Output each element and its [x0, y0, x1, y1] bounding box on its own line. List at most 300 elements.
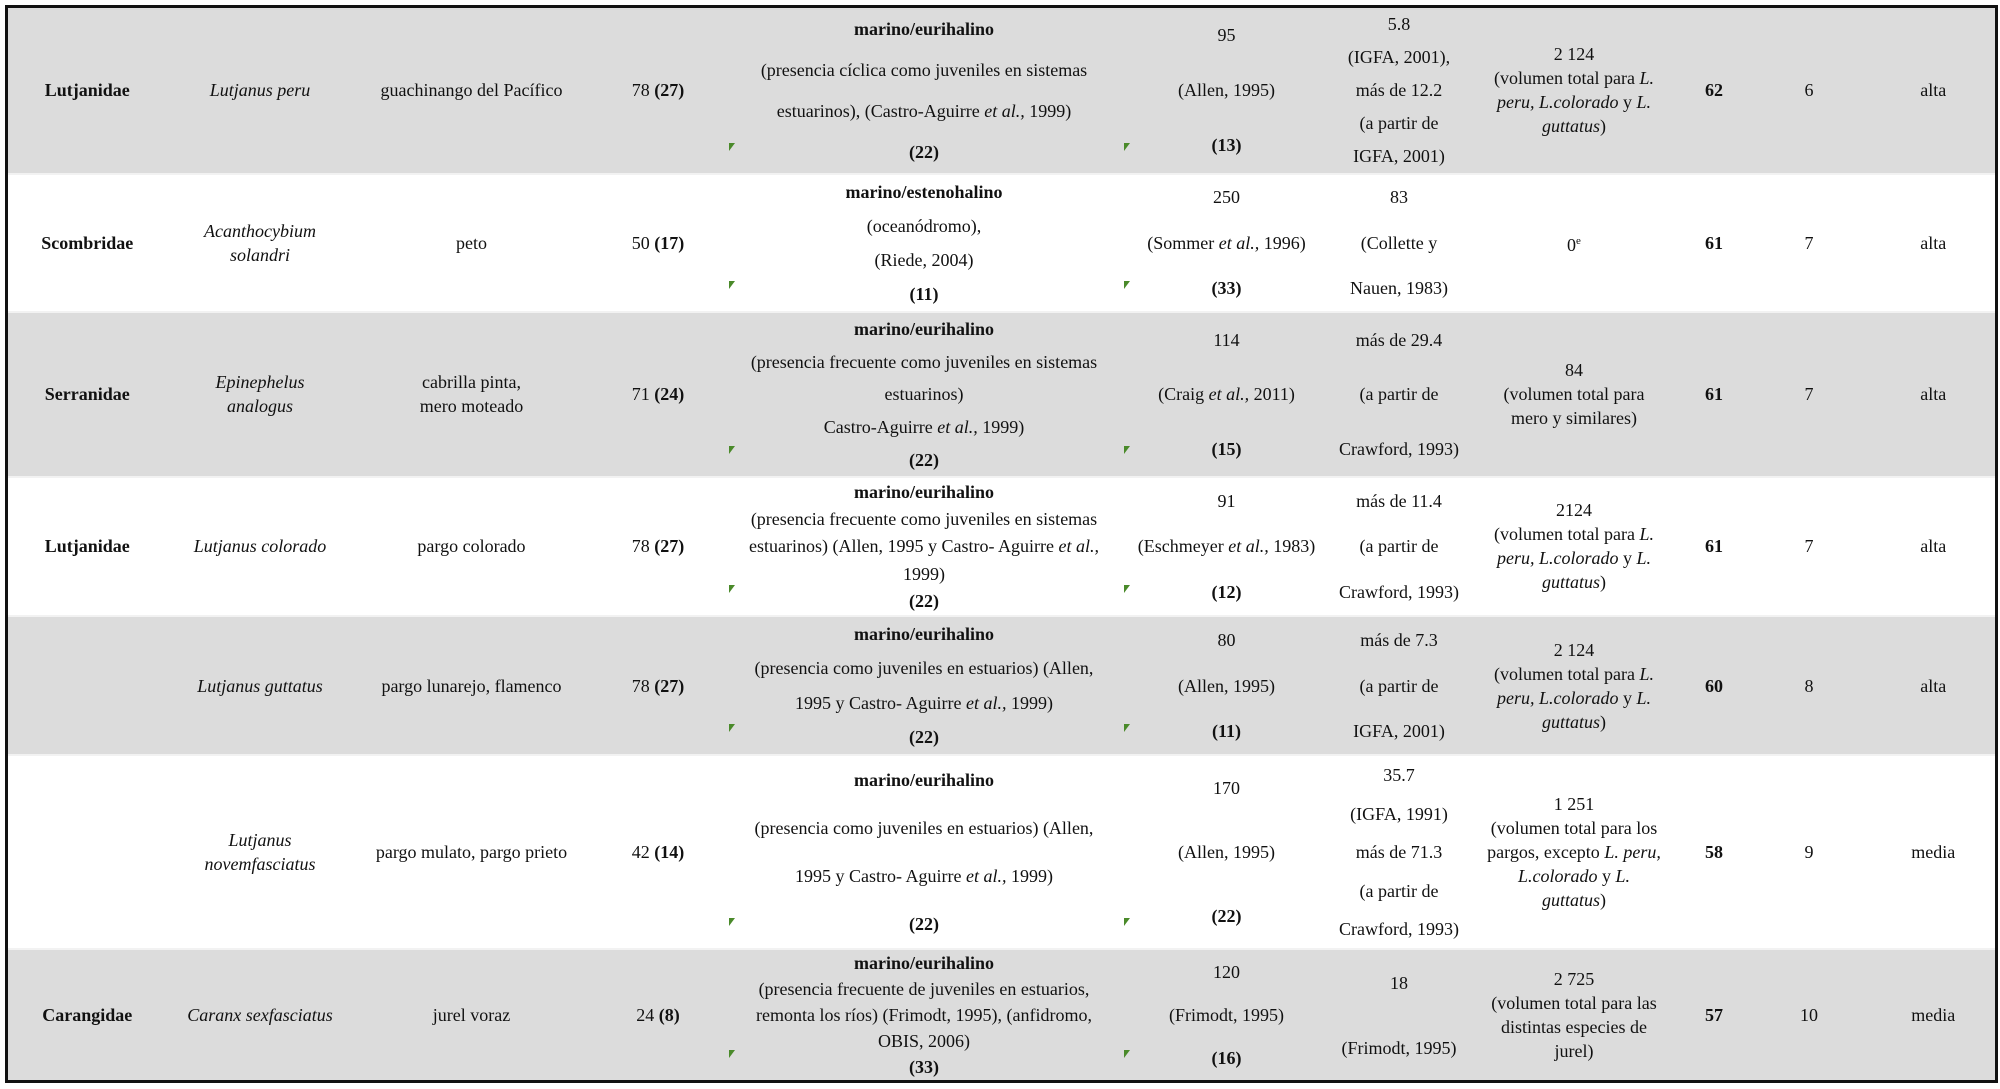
volume-text: L.	[1636, 687, 1651, 708]
length-text: (22)	[1211, 906, 1242, 927]
volume-text: 84	[1565, 360, 1583, 381]
family-line	[8, 534, 167, 558]
volume-text: L. peru,	[1604, 842, 1661, 863]
score-text: 71	[631, 384, 655, 405]
volume-line	[1467, 522, 1682, 546]
volume-text: jurel)	[1554, 1041, 1594, 1062]
habitat-text: 1999)	[903, 563, 945, 584]
family-text: Serranidae	[44, 384, 130, 405]
weight-line	[1332, 231, 1467, 255]
rank-text: 10	[1800, 1005, 1818, 1026]
common-name-text: jurel voraz	[432, 1005, 511, 1026]
length-line	[1122, 489, 1332, 513]
family-line	[8, 78, 167, 102]
volume-line	[1467, 662, 1682, 686]
rank-line	[1747, 231, 1872, 255]
weight-line	[1332, 45, 1467, 69]
length-line	[1122, 719, 1332, 743]
score-line	[590, 674, 727, 698]
green-comment-marker-icon	[729, 143, 735, 151]
habitat-text: (presencia frecuente como juveniles en sistemas	[750, 508, 1098, 529]
length-cell	[1122, 7, 1332, 174]
common-name-line	[354, 231, 590, 255]
habitat-text: estuarinos) (Allen, 1995 y Castro- Aguirre	[749, 536, 1059, 557]
weight-cell	[1332, 7, 1467, 174]
total-text: 61	[1705, 384, 1723, 405]
length-text: (15)	[1211, 438, 1242, 459]
score-line	[590, 534, 727, 558]
volume-text: guttatus	[1541, 116, 1600, 137]
habitat-line	[727, 562, 1122, 586]
total-cell	[1682, 755, 1747, 949]
green-comment-marker-icon	[1124, 585, 1130, 593]
green-comment-marker-icon	[729, 281, 735, 289]
weight-text: más de 29.4	[1355, 329, 1443, 350]
volume-text: (volumen total para las	[1491, 993, 1657, 1014]
weight-line	[1332, 382, 1467, 406]
volume-line	[1467, 991, 1682, 1015]
weight-text: (a partir de	[1359, 880, 1439, 901]
habitat-cell	[727, 174, 1122, 312]
volume-line	[1467, 42, 1682, 66]
length-text: (Allen, 1995)	[1178, 842, 1275, 863]
priority-text: alta	[1920, 232, 1947, 253]
family-cell	[7, 312, 167, 477]
habitat-line	[727, 58, 1122, 82]
species-line	[167, 243, 354, 267]
habitat-cell	[727, 477, 1122, 616]
length-cell	[1122, 949, 1332, 1081]
common-name-text: peto	[456, 232, 487, 253]
rank-text: 7	[1804, 232, 1814, 253]
length-text: et al.,	[1228, 536, 1269, 557]
priority-line	[1872, 1003, 1996, 1027]
common-name-cell	[354, 616, 590, 755]
length-text: 95	[1217, 25, 1236, 46]
rank-cell	[1747, 7, 1872, 174]
weight-line	[1332, 78, 1467, 102]
volume-line	[1467, 406, 1682, 430]
common-name-line	[354, 78, 590, 102]
weight-text: más de 7.3	[1360, 629, 1438, 650]
volume-text: )	[1600, 572, 1606, 593]
score-cell	[590, 174, 727, 312]
habitat-line	[727, 317, 1122, 341]
volume-line	[1467, 864, 1682, 888]
habitat-text: et al.,	[984, 100, 1025, 121]
score-text: 78	[631, 80, 655, 101]
common-name-line	[354, 534, 590, 558]
volume-text: 0	[1567, 234, 1577, 255]
common-name-text: guachinango del Pacífico	[380, 80, 563, 101]
species-cell	[167, 616, 354, 755]
volume-text: (volumen total para	[1503, 384, 1645, 405]
habitat-text: (33)	[909, 1057, 939, 1078]
habitat-line	[727, 589, 1122, 613]
priority-line	[1872, 674, 1996, 698]
length-cell	[1122, 312, 1332, 477]
score-line	[590, 382, 727, 406]
common-name-cell	[354, 477, 590, 616]
habitat-text: marino/eurihalino	[853, 319, 994, 340]
habitat-text: 1995 y Castro- Aguirre	[795, 866, 966, 887]
habitat-text: 1999)	[1006, 692, 1053, 713]
total-cell	[1682, 477, 1747, 616]
total-line	[1682, 1003, 1747, 1027]
volume-text: L.	[1639, 663, 1654, 684]
weight-cell	[1332, 174, 1467, 312]
total-line	[1682, 840, 1747, 864]
length-text: 91	[1217, 490, 1236, 511]
volume-text: guttatus	[1541, 890, 1600, 911]
weight-text: Crawford, 1993)	[1339, 919, 1459, 940]
score-text: 78	[631, 536, 655, 557]
weight-line	[1332, 628, 1467, 652]
weight-line	[1332, 111, 1467, 135]
priority-cell	[1872, 312, 1997, 477]
table-row	[7, 755, 1997, 949]
volume-line	[1467, 229, 1682, 257]
volume-text: y	[1597, 866, 1616, 887]
weight-line	[1332, 144, 1467, 168]
score-text: 50	[631, 232, 655, 253]
weight-line	[1332, 763, 1467, 787]
volume-cell	[1467, 755, 1682, 949]
volume-text: peru, L.colorado	[1496, 687, 1619, 708]
family-cell	[7, 755, 167, 949]
volume-text: mero y similares)	[1511, 408, 1637, 429]
habitat-line	[727, 691, 1122, 715]
habitat-line	[727, 1003, 1122, 1027]
green-comment-marker-icon	[1124, 143, 1130, 151]
habitat-line	[727, 951, 1122, 975]
habitat-text: (11)	[909, 283, 939, 304]
length-text: (33)	[1211, 278, 1242, 299]
score-cell	[590, 616, 727, 755]
family-cell	[7, 949, 167, 1081]
habitat-text: 1999)	[1006, 866, 1053, 887]
length-line	[1122, 904, 1332, 928]
volume-text: 2124	[1556, 500, 1592, 521]
priority-cell	[1872, 616, 1997, 755]
weight-line	[1332, 917, 1467, 941]
species-text: solandri	[229, 244, 290, 265]
habitat-text: (presencia como juveniles en estuarios) (Allen,	[754, 818, 1094, 839]
volume-text: pargos, excepto	[1487, 842, 1605, 863]
rank-line	[1747, 78, 1872, 102]
habitat-text: (22)	[909, 726, 939, 747]
weight-text: Nauen, 1983)	[1350, 278, 1448, 299]
score-cell	[590, 312, 727, 477]
length-text: (Allen, 1995)	[1178, 80, 1275, 101]
priority-text: media	[1911, 842, 1956, 863]
weight-text: más de 11.4	[1356, 490, 1442, 511]
habitat-text: marino/eurihalino	[853, 953, 994, 974]
length-text: 250	[1213, 187, 1240, 208]
priority-text: media	[1911, 1005, 1956, 1026]
volume-line	[1467, 967, 1682, 991]
length-line	[1122, 840, 1332, 864]
green-comment-marker-icon	[729, 724, 735, 732]
habitat-text: 1995 y Castro- Aguirre	[795, 692, 966, 713]
species-line	[167, 852, 354, 876]
volume-text: L.	[1639, 68, 1654, 89]
volume-text: )	[1600, 890, 1606, 911]
common-name-cell	[354, 949, 590, 1081]
habitat-line	[727, 350, 1122, 374]
weight-text: IGFA, 2001)	[1353, 721, 1445, 742]
weight-text: (a partir de	[1359, 675, 1439, 696]
habitat-text: estuarinos)	[884, 384, 964, 405]
volume-text: peru, L.colorado	[1496, 92, 1619, 113]
common-name-text: pargo lunarejo, flamenco	[381, 675, 562, 696]
table-row	[7, 7, 1997, 174]
habitat-text: et al.,	[965, 866, 1007, 887]
score-cell	[590, 755, 727, 949]
length-line	[1122, 276, 1332, 300]
weight-text: 35.7	[1383, 765, 1415, 786]
score-text: (8)	[658, 1005, 680, 1026]
priority-line	[1872, 231, 1996, 255]
volume-cell	[1467, 477, 1682, 616]
habitat-line	[727, 656, 1122, 680]
habitat-line	[727, 99, 1122, 123]
rank-cell	[1747, 755, 1872, 949]
priority-cell	[1872, 7, 1997, 174]
rank-line	[1747, 534, 1872, 558]
weight-text: (Collette y	[1360, 232, 1438, 253]
length-text: (Eschmeyer	[1137, 536, 1229, 557]
weight-line	[1332, 719, 1467, 743]
green-comment-marker-icon	[1124, 1050, 1130, 1058]
length-text: (12)	[1211, 582, 1242, 603]
green-comment-marker-icon	[729, 585, 735, 593]
habitat-text: marino/estenohalino	[845, 181, 1003, 202]
habitat-text: marino/eurihalino	[853, 18, 994, 39]
habitat-text: et al.,	[937, 416, 978, 437]
family-text: Lutjanidae	[44, 536, 130, 557]
priority-line	[1872, 534, 1996, 558]
weight-line	[1332, 674, 1467, 698]
volume-line	[1467, 114, 1682, 138]
weight-text: 5.8	[1387, 14, 1411, 35]
family-cell	[7, 174, 167, 312]
length-line	[1122, 328, 1332, 352]
family-cell	[7, 477, 167, 616]
volume-text: (volumen total para	[1494, 524, 1640, 545]
score-line	[590, 78, 727, 102]
habitat-text: (Riede, 2004)	[874, 249, 974, 270]
species-line	[167, 1003, 354, 1027]
habitat-cell	[727, 312, 1122, 477]
weight-text: (a partir de	[1359, 536, 1439, 557]
family-text: Lutjanidae	[44, 80, 130, 101]
total-line	[1682, 534, 1747, 558]
weight-line	[1332, 879, 1467, 903]
weight-line	[1332, 840, 1467, 864]
weight-line	[1332, 328, 1467, 352]
total-cell	[1682, 174, 1747, 312]
habitat-line	[727, 864, 1122, 888]
length-line	[1122, 382, 1332, 406]
length-line	[1122, 534, 1332, 558]
weight-text: Crawford, 1993)	[1339, 582, 1459, 603]
volume-cell	[1467, 312, 1682, 477]
species-cell	[167, 755, 354, 949]
habitat-text: Castro-Aguirre	[823, 416, 938, 437]
species-line	[167, 534, 354, 558]
weight-cell	[1332, 755, 1467, 949]
score-text: (27)	[654, 536, 685, 557]
volume-text: )	[1600, 116, 1606, 137]
common-name-line	[354, 1003, 590, 1027]
rank-cell	[1747, 477, 1872, 616]
species-text: novemfasciatus	[204, 854, 316, 875]
volume-line	[1467, 840, 1682, 864]
habitat-cell	[727, 616, 1122, 755]
length-text: (Craig	[1158, 384, 1209, 405]
weight-text: (a partir de	[1359, 384, 1439, 405]
habitat-line	[727, 480, 1122, 504]
habitat-text: et al.,	[965, 692, 1007, 713]
volume-text: (volumen total para los	[1490, 818, 1658, 839]
species-cell	[167, 7, 354, 174]
length-text: 114	[1213, 329, 1240, 350]
common-name-text: mero moteado	[419, 396, 524, 417]
common-name-line	[354, 674, 590, 698]
volume-line	[1467, 686, 1682, 710]
species-text: Lutjanus colorado	[193, 536, 327, 557]
volume-line	[1467, 570, 1682, 594]
volume-line	[1467, 90, 1682, 114]
length-text: 120	[1213, 961, 1240, 982]
length-text: (Allen, 1995)	[1178, 675, 1275, 696]
priority-cell	[1872, 174, 1997, 312]
rank-text: 9	[1804, 842, 1814, 863]
total-cell	[1682, 7, 1747, 174]
common-name-line	[354, 840, 590, 864]
habitat-cell	[727, 949, 1122, 1081]
habitat-text: remonta los ríos) (Frimodt, 1995), (anfidromo,	[756, 1005, 1092, 1026]
rank-cell	[1747, 949, 1872, 1081]
volume-cell	[1467, 616, 1682, 755]
total-line	[1682, 78, 1747, 102]
length-line	[1122, 776, 1332, 800]
species-text: Lutjanus guttatus	[197, 675, 323, 696]
species-cell	[167, 477, 354, 616]
volume-text: (volumen total para	[1494, 663, 1640, 684]
score-text: 78	[631, 675, 655, 696]
habitat-text: et al.,	[1058, 536, 1099, 557]
habitat-text: marino/eurihalino	[853, 770, 994, 791]
table-row	[7, 174, 1997, 312]
total-text: 62	[1705, 80, 1723, 101]
length-cell	[1122, 174, 1332, 312]
habitat-text: (22)	[909, 914, 939, 935]
rank-cell	[1747, 312, 1872, 477]
common-name-cell	[354, 755, 590, 949]
priority-text: alta	[1920, 384, 1947, 405]
habitat-line	[727, 507, 1122, 531]
habitat-line	[727, 17, 1122, 41]
habitat-text: (presencia frecuente como juveniles en sistemas	[750, 351, 1098, 372]
habitat-line	[727, 816, 1122, 840]
priority-cell	[1872, 477, 1997, 616]
rank-cell	[1747, 174, 1872, 312]
habitat-line	[727, 912, 1122, 936]
weight-text: 18	[1390, 972, 1408, 993]
table-row	[7, 312, 1997, 477]
habitat-text: OBIS, 2006)	[877, 1031, 970, 1052]
score-text: 24	[636, 1005, 659, 1026]
length-line	[1122, 133, 1332, 157]
habitat-cell	[727, 755, 1122, 949]
volume-text: y	[1618, 92, 1637, 113]
habitat-text: (22)	[909, 591, 939, 612]
habitat-line	[727, 1055, 1122, 1079]
common-name-text: pargo colorado	[417, 536, 526, 557]
weight-line	[1332, 1036, 1467, 1060]
habitat-text: (presencia como juveniles en estuarios) (Allen,	[754, 658, 1094, 679]
total-cell	[1682, 312, 1747, 477]
total-line	[1682, 231, 1747, 255]
length-text: 2011)	[1249, 384, 1295, 405]
volume-cell	[1467, 949, 1682, 1081]
family-cell	[7, 616, 167, 755]
priority-text: alta	[1920, 80, 1947, 101]
habitat-line	[727, 622, 1122, 646]
total-text: 60	[1705, 675, 1723, 696]
species-line	[167, 828, 354, 852]
length-line	[1122, 437, 1332, 461]
volume-text: distintas especies de	[1501, 1017, 1647, 1038]
table-row	[7, 616, 1997, 755]
weight-line	[1332, 802, 1467, 826]
habitat-text: marino/eurihalino	[853, 481, 994, 502]
score-text: (24)	[654, 384, 685, 405]
length-line	[1122, 185, 1332, 209]
score-text: 42	[631, 842, 655, 863]
volume-cell	[1467, 174, 1682, 312]
habitat-line	[727, 180, 1122, 204]
length-line	[1122, 580, 1332, 604]
length-cell	[1122, 616, 1332, 755]
volume-line	[1467, 1039, 1682, 1063]
priority-cell	[1872, 949, 1997, 1081]
habitat-line	[727, 214, 1122, 238]
length-line	[1122, 960, 1332, 984]
family-text: Scombridae	[41, 232, 134, 253]
score-cell	[590, 949, 727, 1081]
priority-text: alta	[1920, 675, 1947, 696]
volume-line	[1467, 1015, 1682, 1039]
common-name-line	[354, 394, 590, 418]
weight-line	[1332, 580, 1467, 604]
species-line	[167, 78, 354, 102]
volume-text: 2 124	[1553, 639, 1595, 660]
score-line	[590, 1003, 727, 1027]
total-text: 61	[1705, 536, 1723, 557]
length-line	[1122, 231, 1332, 255]
length-text: (Sommer	[1147, 232, 1219, 253]
green-comment-marker-icon	[1124, 724, 1130, 732]
habitat-line	[727, 977, 1122, 1001]
total-line	[1682, 674, 1747, 698]
score-cell	[590, 477, 727, 616]
volume-line	[1467, 382, 1682, 406]
weight-text: (Frimodt, 1995)	[1341, 1037, 1457, 1058]
rank-line	[1747, 674, 1872, 698]
